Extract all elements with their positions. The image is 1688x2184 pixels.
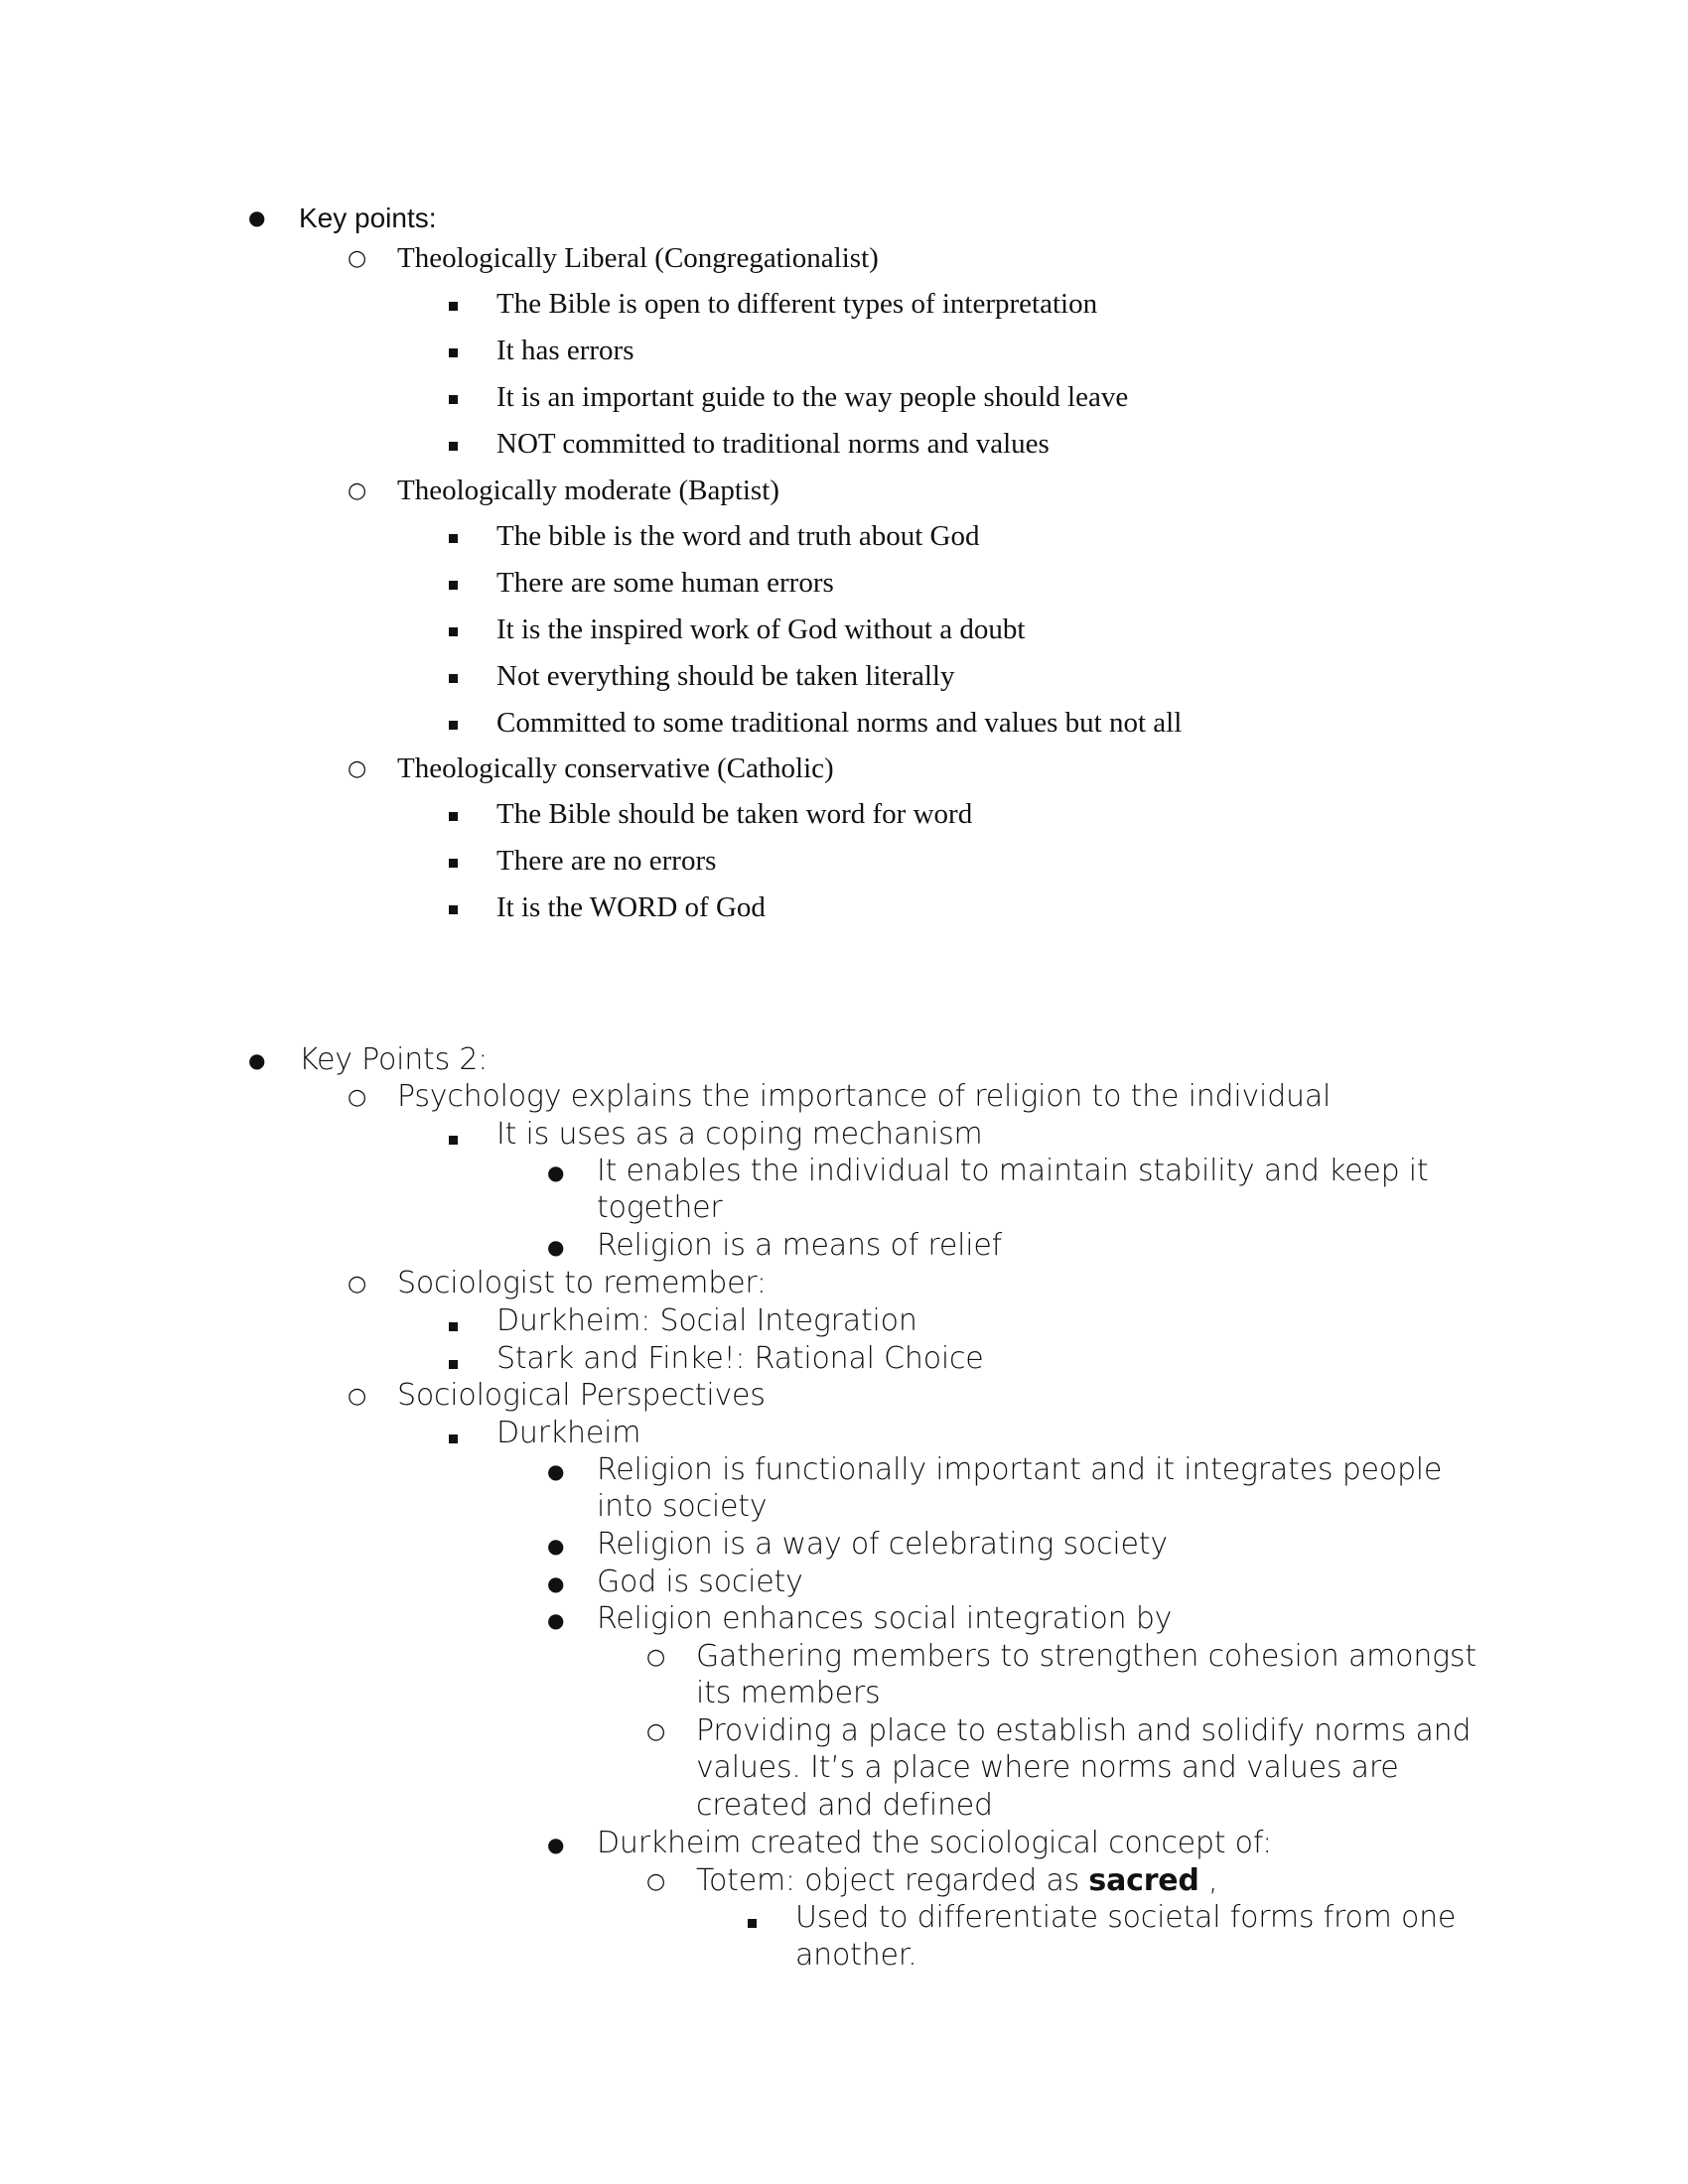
- totem-bold-term: sacred: [1088, 1863, 1199, 1898]
- bullet-square-icon: [449, 671, 458, 687]
- totem-definition: [696, 1863, 1218, 1898]
- bullet-disc-icon: ●: [547, 1459, 565, 1483]
- bullet-circle-icon: ○: [646, 1645, 666, 1670]
- list-item: Religion is functionally important and it integrates people: [597, 1452, 1443, 1487]
- bullet-disc-icon: ●: [547, 1160, 565, 1184]
- section-1-heading: Key points:: [299, 203, 437, 233]
- section-2-heading: Key Points 2:: [299, 1042, 489, 1077]
- list-item: Stark and Finke!: Rational Choice: [496, 1341, 984, 1376]
- list-item: It is the WORD of God: [496, 891, 766, 923]
- sociologists-title: Sociologist to remember:: [397, 1266, 767, 1300]
- list-item: Providing a place to establish and solidify norms and: [696, 1713, 1472, 1748]
- bullet-disc-icon: ●: [248, 1048, 266, 1072]
- bullet-square-icon: [449, 578, 458, 594]
- list-item-continuation: values. It’s a place where norms and values are: [696, 1750, 1399, 1785]
- bullet-square-icon: [449, 392, 458, 408]
- bullet-square-icon: [449, 1357, 458, 1373]
- bullet-square-icon: [449, 1432, 458, 1447]
- bullet-disc-icon: ●: [248, 205, 266, 229]
- perspectives-title: Sociological Perspectives: [397, 1378, 766, 1413]
- list-item: There are some human errors: [496, 567, 834, 599]
- bullet-square-icon: [449, 624, 458, 640]
- list-item: Religion is a means of relief: [597, 1228, 1003, 1263]
- bullet-square-icon: [449, 531, 458, 547]
- list-item: Committed to some traditional norms and values but not all: [496, 707, 1183, 739]
- psychology-title: Psychology explains the importance of religion to the individual: [397, 1079, 1332, 1114]
- list-item: It has errors: [496, 335, 634, 366]
- list-item: It is an important guide to the way people should leave: [496, 381, 1129, 413]
- list-item-continuation: into society: [597, 1489, 768, 1524]
- list-item: Not everything should be taken literally: [496, 660, 955, 692]
- bullet-disc-icon: ●: [547, 1608, 565, 1632]
- bullet-square-icon: [449, 809, 458, 825]
- bullet-circle-icon: ○: [348, 478, 367, 503]
- bullet-square-icon: [449, 299, 458, 315]
- bullet-disc-icon: ●: [547, 1833, 565, 1856]
- bullet-circle-icon: ○: [348, 1085, 367, 1110]
- list-item: The Bible should be taken word for word: [496, 798, 973, 830]
- group-title-conservative: Theologically conservative (Catholic): [397, 752, 834, 784]
- list-item: Religion is a way of celebrating society: [597, 1527, 1168, 1562]
- list-item: It is the inspired work of God without a doubt: [496, 614, 1026, 645]
- bullet-circle-icon: ○: [646, 1719, 666, 1744]
- bullet-circle-icon: ○: [348, 246, 367, 271]
- bullet-square-icon: [449, 902, 458, 918]
- list-item: Durkheim: Social Integration: [496, 1303, 917, 1338]
- list-item: The bible is the word and truth about God: [496, 520, 980, 552]
- list-item: Religion enhances social integration by: [597, 1601, 1173, 1636]
- list-item: God is society: [597, 1565, 803, 1599]
- bullet-disc-icon: ●: [547, 1534, 565, 1558]
- bullet-square-icon: [449, 718, 458, 734]
- list-item-continuation: together: [597, 1190, 723, 1225]
- totem-prefix: Totem: object regarded as: [696, 1863, 1089, 1898]
- list-item-continuation: another.: [795, 1938, 917, 1973]
- list-item: Durkheim created the sociological concept of:: [597, 1826, 1273, 1860]
- list-item: It is uses as a coping mechanism: [496, 1117, 983, 1152]
- bullet-square-icon: [449, 1133, 458, 1149]
- list-item-continuation: its members: [696, 1676, 881, 1710]
- list-item: NOT committed to traditional norms and values: [496, 428, 1050, 460]
- bullet-circle-icon: ○: [348, 1272, 367, 1297]
- totem-suffix: ,: [1198, 1863, 1218, 1898]
- bullet-square-icon: [449, 439, 458, 455]
- bullet-circle-icon: ○: [348, 1384, 367, 1409]
- bullet-circle-icon: ○: [646, 1869, 666, 1894]
- bullet-square-icon: [748, 1916, 757, 1932]
- list-item: It enables the individual to maintain stability and keep it: [597, 1154, 1429, 1188]
- list-item-continuation: created and defined: [696, 1788, 993, 1823]
- group-title-liberal: Theologically Liberal (Congregationalist): [397, 242, 879, 274]
- list-item: Durkheim: [496, 1416, 641, 1450]
- bullet-square-icon: [449, 856, 458, 872]
- bullet-square-icon: [449, 1319, 458, 1335]
- bullet-disc-icon: ●: [547, 1235, 565, 1259]
- bullet-disc-icon: ●: [547, 1571, 565, 1595]
- list-item: The Bible is open to different types of interpretation: [496, 288, 1098, 320]
- list-item: Gathering members to strengthen cohesion amongst: [696, 1639, 1477, 1674]
- list-item: Used to differentiate societal forms from one: [795, 1900, 1457, 1935]
- bullet-square-icon: [449, 345, 458, 361]
- list-item: There are no errors: [496, 845, 717, 877]
- bullet-circle-icon: ○: [348, 756, 367, 781]
- group-title-moderate: Theologically moderate (Baptist): [397, 475, 779, 506]
